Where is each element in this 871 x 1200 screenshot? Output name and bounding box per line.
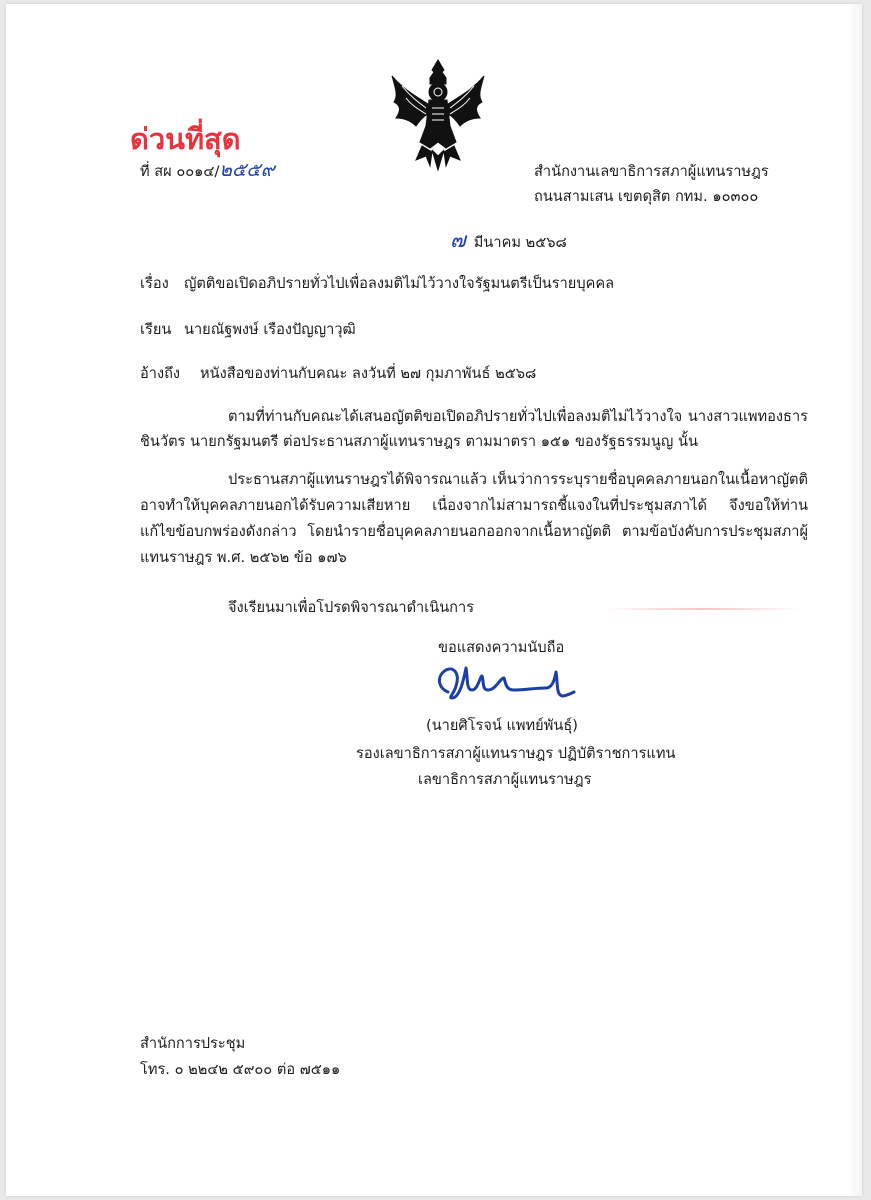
signer-title-1: รองเลขาธิการสภาผู้แทนราษฎร ปฏิบัติราชการแทน (356, 745, 676, 762)
reference-label: อ้างถึง (140, 365, 181, 382)
reference-number-handwritten: ๒๕๕๙ (219, 159, 275, 181)
body-paragraph-2: ประธานสภาผู้แทนราษฎรได้พิจารณาแล้ว เห็นว่าการระบุรายชื่อบุคคลภายนอกในเนื้อหาญัตติอาจทำให้บุคคลภายนอกได้รับความเสียหาย เนื่องจากไม่สามารถชี้แจงในที่ประชุมสภาได้ จึงขอให้ท่านแก้ไขข้อบกพร่องดังกล่าว โดยนำรายชื่อบุคคลภายนอกออกจากเนื้อหาญัตติ ตามข้อบังคับการประชุมสภาผู้แทนราษฎร พ.ศ. ๒๕๖๒ ข้อ ๑๗๖ (140, 471, 808, 566)
reference-prefix: ที่ สผ ๐๐๑๔/ (140, 163, 220, 180)
office-address-line2: ถนนสามเสน เขตดุสิต กทม. ๑๐๓๐๐ (534, 188, 759, 205)
red-mark (604, 608, 800, 610)
signer-name: (นายศิโรจน์ แพทย์พันธุ์) (426, 717, 578, 734)
footer-department: สำนักการประชุม (140, 1035, 246, 1052)
footer-phone: โทร. ๐ ๒๒๔๒ ๕๙๐๐ ต่อ ๗๕๑๑ (140, 1061, 341, 1078)
reference-number (140, 160, 275, 182)
subject-text: ญัตติขอเปิดอภิปรายทั่วไปเพื่อลงมติไม่ไว้วางใจรัฐมนตรีเป็นรายบุคคล (184, 275, 615, 292)
reference-text: หนังสือของท่านกับคณะ ลงวันที่ ๒๗ กุมภาพันธ์ ๒๕๖๘ (200, 365, 537, 382)
date-day-handwritten: ๗ (450, 228, 466, 252)
document-page (6, 4, 862, 1196)
subject-label: เรื่อง (140, 275, 169, 292)
recipient-label: เรียน (140, 321, 172, 338)
garuda-emblem-icon (386, 56, 490, 172)
closing-salutation: ขอแสดงความนับถือ (438, 639, 565, 656)
body-paragraph-1: ตามที่ท่านกับคณะได้เสนอญัตติขอเปิดอภิปรายทั่วไปเพื่อลงมติไม่ไว้วางใจ นางสาวแพทองธาร ชินวัตร นายกรัฐมนตรี ต่อประธานสภาผู้แทนราษฎร ตามมาตรา ๑๕๑ ของรัฐธรรมนูญ นั้น (140, 408, 808, 450)
date-month-year: มีนาคม ๒๕๖๘ (473, 234, 567, 251)
page-edge-shadow (846, 4, 862, 1196)
recipient-line (140, 320, 356, 340)
document-date (450, 230, 567, 253)
recipient-name: นายณัฐพงษ์ เรืองปัญญาวุฒิ (184, 321, 356, 338)
reference-line (140, 364, 536, 384)
signer-title-2: เลขาธิการสภาผู้แทนราษฎร (418, 771, 592, 788)
subject-line (140, 274, 614, 294)
closing-request: จึงเรียนมาเพื่อโปรดพิจารณาดำเนินการ (228, 599, 475, 616)
office-address-line1: สำนักงานเลขาธิการสภาผู้แทนราษฎร (534, 163, 769, 180)
urgency-stamp: ด่วนที่สุด (130, 122, 241, 156)
handwritten-signature-icon (430, 658, 580, 710)
